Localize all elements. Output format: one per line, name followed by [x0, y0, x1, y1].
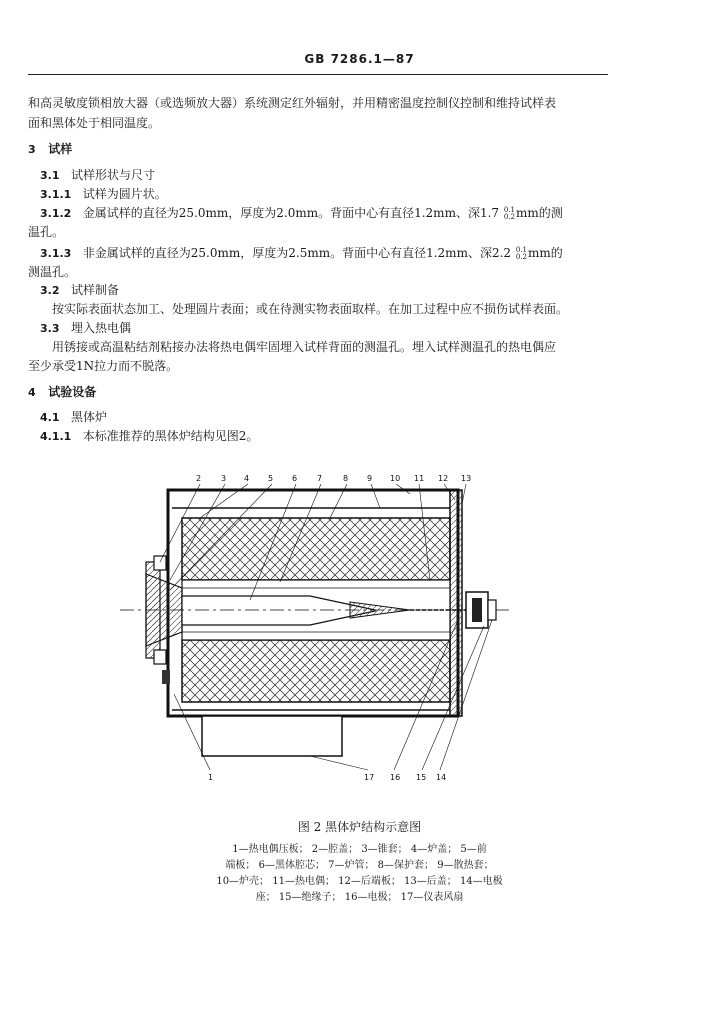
label-5: 5 [268, 474, 274, 483]
section-title: 试样制备 [70, 283, 119, 297]
clause-text-tail: mm的 [528, 246, 563, 260]
section-title: 埋入热电偶 [70, 321, 131, 335]
section-number: 3.1 [40, 169, 60, 182]
clause-number: 3.1.3 [40, 247, 72, 260]
section-3-1-heading [40, 168, 155, 183]
label-11: 11 [414, 474, 425, 483]
label-8: 8 [343, 474, 349, 483]
section-3-3-heading [40, 321, 131, 336]
label-10: 10 [390, 474, 401, 483]
paragraph-line-1: 和高灵敏度锁相放大器（或选频放大器）系统测定红外辐射，并用精密温度控制仪控制和维持试样表 [28, 96, 557, 110]
cavity-cover-lower [154, 650, 166, 664]
header-rule [28, 74, 608, 75]
clause-text: 本标准推荐的黑体炉结构见图2。 [82, 429, 259, 443]
label-13: 13 [461, 474, 472, 483]
cavity-cover [154, 556, 166, 570]
figure-legend-line-3: 10—炉壳； 11—热电偶； 12—后端板； 13—后盖； 14—电极 [216, 876, 503, 887]
section-4-1-heading [40, 410, 107, 425]
clause-3-1-2 [40, 206, 563, 221]
label-1: 1 [208, 773, 214, 782]
blackbody-furnace-diagram [110, 470, 530, 790]
section-title: 黑体炉 [70, 410, 107, 424]
section-number: 4 [28, 386, 36, 399]
figure-legend-line-4: 座； 15—绝缘子； 16—电极； 17—仪表风扇 [255, 892, 464, 903]
figure-legend-line-2: 端板； 6—黑体腔芯； 7—炉管； 8—保护套； 9—散热套； [225, 860, 494, 871]
section-3-3-line-1: 用锈接或高温粘结剂粘接办法将热电偶牢固埋入试样背面的测温孔。埋入试样测温孔的热电偶应 [52, 340, 557, 354]
label-2: 2 [196, 474, 202, 483]
label-3: 3 [221, 474, 227, 483]
label-9: 9 [367, 474, 373, 483]
section-number: 3 [28, 143, 36, 156]
insulator [488, 600, 496, 620]
clause-number: 4.1.1 [40, 430, 72, 443]
label-17: 17 [364, 773, 375, 782]
paragraph-line-2: 面和黑体处于相同温度。 [28, 116, 161, 130]
clause-text: 金属试样的直径为25.0mm，厚度为2.0mm。背面中心有直径1.2mm、深1.7 [82, 206, 500, 220]
section-number: 4.1 [40, 411, 60, 424]
clause-text: 试样为圆片状。 [82, 187, 167, 201]
clause-4-1-1 [40, 429, 258, 444]
clause-3-1-1 [40, 187, 167, 202]
section-3-heading [28, 142, 72, 157]
clause-text-tail: mm的测 [516, 206, 563, 220]
section-3-3-line-2: 至少承受1N拉力而不脱落。 [28, 359, 179, 373]
label-7: 7 [317, 474, 323, 483]
section-number: 3.2 [40, 284, 60, 297]
lower-insulation [182, 640, 450, 702]
clause-3-1-3-line-2: 测温孔。 [28, 265, 77, 279]
tolerance [504, 207, 515, 221]
tolerance [516, 247, 527, 261]
section-title: 试样形状与尺寸 [70, 168, 155, 182]
label-12: 12 [438, 474, 449, 483]
section-title: 试样 [48, 142, 73, 156]
tolerance-upper: 0.1 [515, 245, 527, 254]
section-4-heading [28, 385, 96, 400]
tolerance-upper: 0.1 [503, 205, 515, 214]
label-14: 14 [436, 773, 447, 782]
page-header: GB 7286.1—87 [304, 52, 415, 66]
clause-number: 3.1.1 [40, 188, 72, 201]
section-3-2-text: 按实际表面状态加工、处理圆片表面；或在待测实物表面取样。在加工过程中应不损伤试样表面。 [52, 302, 569, 316]
figure-legend-line-1: 1—热电偶压板； 2—腔盖； 3—锥套； 4—炉盖； 5—前 [232, 844, 487, 855]
clause-3-1-3 [40, 246, 563, 261]
label-6: 6 [292, 474, 298, 483]
section-number: 3.3 [40, 322, 60, 335]
section-3-2-heading [40, 283, 119, 298]
clause-number: 3.1.2 [40, 207, 72, 220]
label-15: 15 [416, 773, 427, 782]
label-4: 4 [244, 474, 250, 483]
clause-3-1-2-line-2: 温孔。 [28, 225, 65, 239]
label-16: 16 [390, 773, 401, 782]
section-title: 试验设备 [48, 385, 97, 399]
tolerance-lower: 0.2 [515, 252, 527, 261]
rear-cover [450, 490, 462, 716]
tolerance-lower: 0.2 [503, 212, 515, 221]
upper-insulation [182, 518, 450, 580]
electrode [162, 670, 170, 684]
figure-caption: 图 2 黑体炉结构示意图 [297, 820, 422, 834]
instrument-fan [202, 716, 342, 756]
clause-text: 非金属试样的直径为25.0mm，厚度为2.5mm。背面中心有直径1.2mm、深2.2 [82, 246, 512, 260]
